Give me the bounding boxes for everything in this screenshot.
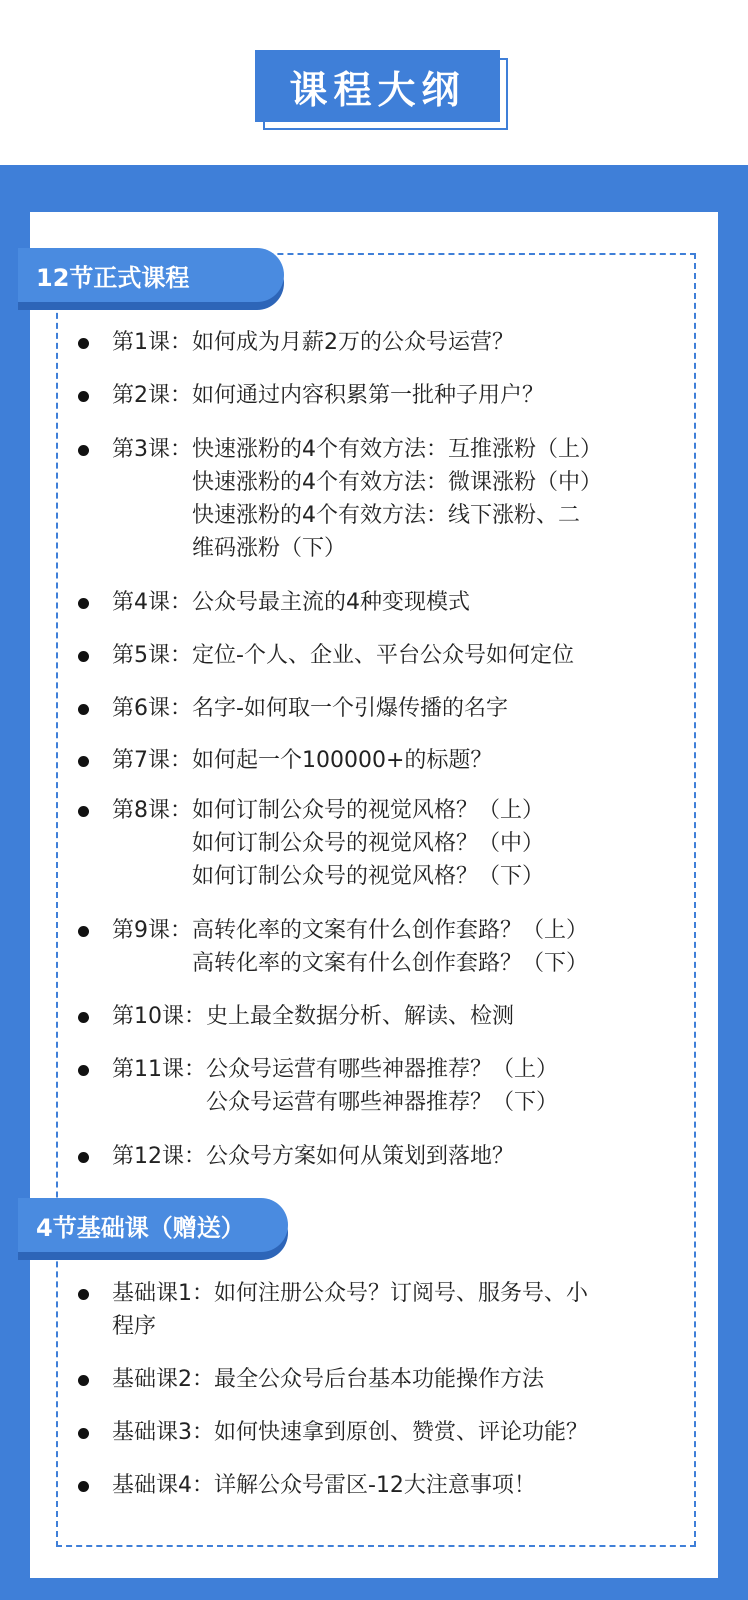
lesson-item — [78, 433, 688, 565]
bullet — [78, 1152, 89, 1163]
lesson-number: 第12课： — [112, 1144, 206, 1169]
lesson-number: 第7课： — [112, 748, 192, 773]
lesson-title: 公众号最主流的4种变现模式 — [192, 590, 470, 615]
lesson-title-line: 如何订制公众号的视觉风格？（中） — [192, 831, 545, 856]
lesson-number: 基础课4： — [112, 1473, 214, 1498]
lesson-item — [78, 586, 688, 622]
lesson-title-line: 高转化率的文案有什么创作套路？（上） — [192, 918, 589, 943]
lesson-title-line: 如何订制公众号的视觉风格？（上） — [192, 798, 545, 823]
page-header — [0, 0, 748, 165]
lesson-number: 基础课2： — [112, 1367, 214, 1392]
lesson-item — [78, 326, 688, 362]
lesson-number: 第3课： — [112, 437, 192, 462]
lesson-item — [78, 794, 688, 894]
lesson-title: 详解公众号雷区-12大注意事项！ — [214, 1473, 536, 1498]
bullet — [78, 445, 89, 456]
lesson-item — [78, 1363, 688, 1399]
lesson-title: 史上最全数据分析、解读、检测 — [206, 1004, 515, 1029]
bullet — [78, 806, 89, 817]
lesson-item — [78, 1277, 688, 1345]
bullet — [78, 391, 89, 402]
lesson-title-line: 如何订制公众号的视觉风格？（下） — [192, 864, 545, 889]
lesson-title-line: 公众号运营有哪些神器推荐？（下） — [206, 1090, 559, 1115]
bullet — [78, 756, 89, 767]
lesson-item — [78, 1469, 688, 1505]
page-title: 课程大纲 — [255, 50, 500, 122]
lesson-title: 如何成为月薪2万的公众号运营？ — [192, 330, 514, 355]
lesson-item — [78, 692, 688, 728]
lesson-item — [78, 1416, 688, 1452]
section-heading-bonus: 4节基础课（赠送） — [18, 1198, 288, 1252]
lesson-number: 第5课： — [112, 643, 192, 668]
bullet — [78, 598, 89, 609]
lesson-title-line: 维码涨粉（下） — [192, 536, 347, 561]
lesson-number: 第2课： — [112, 383, 192, 408]
bullet — [78, 1481, 89, 1492]
section-heading-formal: 12节正式课程 — [18, 248, 284, 302]
bullet — [78, 1065, 89, 1076]
lesson-title: 公众号方案如何从策划到落地？ — [206, 1144, 515, 1169]
lesson-number: 第4课： — [112, 590, 192, 615]
bullet — [78, 338, 89, 349]
lesson-number: 第6课： — [112, 696, 192, 721]
lesson-title: 如何通过内容积累第一批种子用户？ — [192, 383, 545, 408]
lesson-number: 第9课： — [112, 918, 192, 943]
lesson-title-line: 快速涨粉的4个有效方法：微课涨粉（中） — [192, 470, 602, 495]
lesson-title-line: 快速涨粉的4个有效方法：互推涨粉（上） — [192, 437, 602, 462]
lesson-number: 第1课： — [112, 330, 192, 355]
bullet — [78, 926, 89, 937]
lesson-number: 基础课3： — [112, 1420, 214, 1445]
lesson-title-line: 公众号运营有哪些神器推荐？（上） — [206, 1057, 559, 1082]
lesson-title: 定位-个人、企业、平台公众号如何定位 — [192, 643, 574, 668]
lesson-title-line: 如何注册公众号？订阅号、服务号、小 — [214, 1281, 589, 1306]
lesson-item — [78, 379, 688, 415]
bullet — [78, 1012, 89, 1023]
bullet — [78, 1375, 89, 1386]
bullet — [78, 1428, 89, 1439]
lesson-item — [78, 1140, 688, 1176]
lesson-number: 基础课1： — [112, 1281, 214, 1306]
lesson-title-line: 快速涨粉的4个有效方法：线下涨粉、二 — [192, 503, 580, 528]
lesson-number: 第8课： — [112, 798, 192, 823]
lesson-item — [78, 1000, 688, 1036]
lesson-title-line: 高转化率的文案有什么创作套路？（下） — [192, 951, 589, 976]
lesson-title-line: 程序 — [112, 1314, 157, 1339]
bullet — [78, 1289, 89, 1300]
lesson-item — [78, 914, 688, 982]
lesson-title: 名字-如何取一个引爆传播的名字 — [192, 696, 508, 721]
lesson-title: 如何起一个100000+的标题？ — [192, 748, 493, 773]
lesson-item — [78, 1053, 688, 1121]
bullet — [78, 651, 89, 662]
title-banner — [255, 50, 500, 122]
lesson-item — [78, 744, 688, 780]
lesson-item — [78, 639, 688, 675]
bullet — [78, 704, 89, 715]
lesson-number: 第11课： — [112, 1057, 206, 1082]
lesson-title: 如何快速拿到原创、赞赏、评论功能？ — [214, 1420, 589, 1445]
lesson-number: 第10课： — [112, 1004, 206, 1029]
lesson-title: 最全公众号后台基本功能操作方法 — [214, 1367, 545, 1392]
